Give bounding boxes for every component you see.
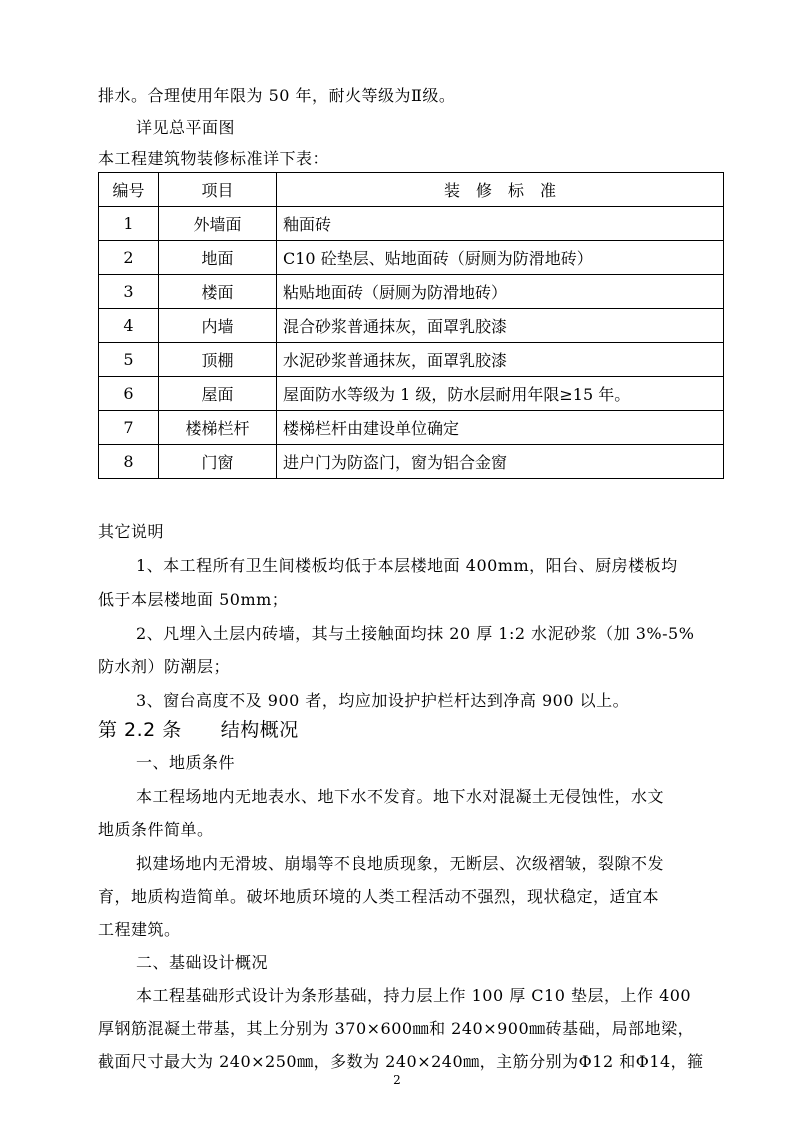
table-row xyxy=(99,411,724,445)
line-site-plan: 详见总平面图 xyxy=(136,118,236,137)
note-line: 防水剂）防潮层； xyxy=(98,657,231,676)
table-row xyxy=(99,207,724,241)
geology-line: 本工程场地内无地表水、地下水不发育。地下水对混凝土无侵蚀性，水文 xyxy=(136,787,665,806)
row-item: 楼面 xyxy=(159,275,277,309)
row-standard: 水泥砂浆普通抹灰，面罩乳胶漆 xyxy=(277,343,724,377)
line-drainage: 排水。合理使用年限为 50 年，耐火等级为Ⅱ级。 xyxy=(98,86,456,105)
row-standard: 进户门为防盗门，窗为铝合金窗 xyxy=(277,445,724,479)
line-table-intro: 本工程建筑物装修标准详下表： xyxy=(98,149,330,168)
note-line: 3、窗台高度不及 900 者，均应加设护护栏杆达到净高 900 以上。 xyxy=(136,691,630,710)
notes-title: 其它说明 xyxy=(98,522,165,541)
foundation-line: 本工程基础形式设计为条形基础，持力层上作 100 厚 C10 垫层，上作 400 xyxy=(136,986,692,1005)
table-row xyxy=(99,309,724,343)
row-number: 8 xyxy=(99,445,159,479)
row-item: 外墙面 xyxy=(159,207,277,241)
table-header-row xyxy=(99,173,724,207)
row-standard: 屋面防水等级为 1 级，防水层耐用年限≥15 年。 xyxy=(277,377,724,411)
header-number: 编号 xyxy=(99,173,159,207)
foundation-line: 厚钢筋混凝土带基，其上分别为 370×600㎜和 240×900㎜砖基础，局部地梁， xyxy=(98,1019,695,1038)
subheading-geology: 一、地质条件 xyxy=(136,753,236,772)
table-row xyxy=(99,445,724,479)
row-standard: 粘贴地面砖（厨厕为防滑地砖） xyxy=(277,275,724,309)
table-row xyxy=(99,275,724,309)
row-item: 内墙 xyxy=(159,309,277,343)
row-standard: C10 砼垫层、贴地面砖（厨厕为防滑地砖） xyxy=(277,241,724,275)
page-number: 2 xyxy=(393,1073,401,1087)
geology-line: 工程建筑。 xyxy=(98,920,181,939)
subheading-foundation: 二、基础设计概况 xyxy=(136,953,269,972)
section-heading: 第 2.2 条 结构概况 xyxy=(98,719,299,741)
note-line: 2、凡埋入土层内砖墙，其与土接触面均抹 20 厚 1:2 水泥砂浆（加 3%-5% xyxy=(136,624,695,643)
header-item: 项目 xyxy=(159,173,277,207)
row-standard: 釉面砖 xyxy=(277,207,724,241)
row-number: 1 xyxy=(99,207,159,241)
geology-line: 拟建场地内无滑坡、崩塌等不良地质现象，无断层、次级褶皱，裂隙不发 xyxy=(136,854,665,873)
header-standard: 装 修 标 准 xyxy=(277,173,724,207)
row-standard: 楼梯栏杆由建设单位确定 xyxy=(277,411,724,445)
row-number: 4 xyxy=(99,309,159,343)
decoration-standards-table xyxy=(98,172,724,479)
note-line: 1、本工程所有卫生间楼板均低于本层楼地面 400mm，阳台、厨房楼板均 xyxy=(136,556,678,575)
geology-line: 育，地质构造简单。破坏地质环境的人类工程活动不强烈，现状稳定，适宜本 xyxy=(98,887,660,906)
note-line: 低于本层楼地面 50mm； xyxy=(98,590,289,609)
row-number: 3 xyxy=(99,275,159,309)
row-standard: 混合砂浆普通抹灰，面罩乳胶漆 xyxy=(277,309,724,343)
row-item: 楼梯栏杆 xyxy=(159,411,277,445)
table-row xyxy=(99,343,724,377)
row-item: 屋面 xyxy=(159,377,277,411)
row-item: 顶棚 xyxy=(159,343,277,377)
row-item: 门窗 xyxy=(159,445,277,479)
row-number: 6 xyxy=(99,377,159,411)
foundation-line: 截面尺寸最大为 240×250㎜，多数为 240×240㎜，主筋分别为Φ12 和Φ14，箍 xyxy=(98,1052,704,1071)
geology-line: 地质条件简单。 xyxy=(98,820,214,839)
table-row xyxy=(99,377,724,411)
row-number: 5 xyxy=(99,343,159,377)
row-number: 7 xyxy=(99,411,159,445)
row-number: 2 xyxy=(99,241,159,275)
row-item: 地面 xyxy=(159,241,277,275)
table-row xyxy=(99,241,724,275)
